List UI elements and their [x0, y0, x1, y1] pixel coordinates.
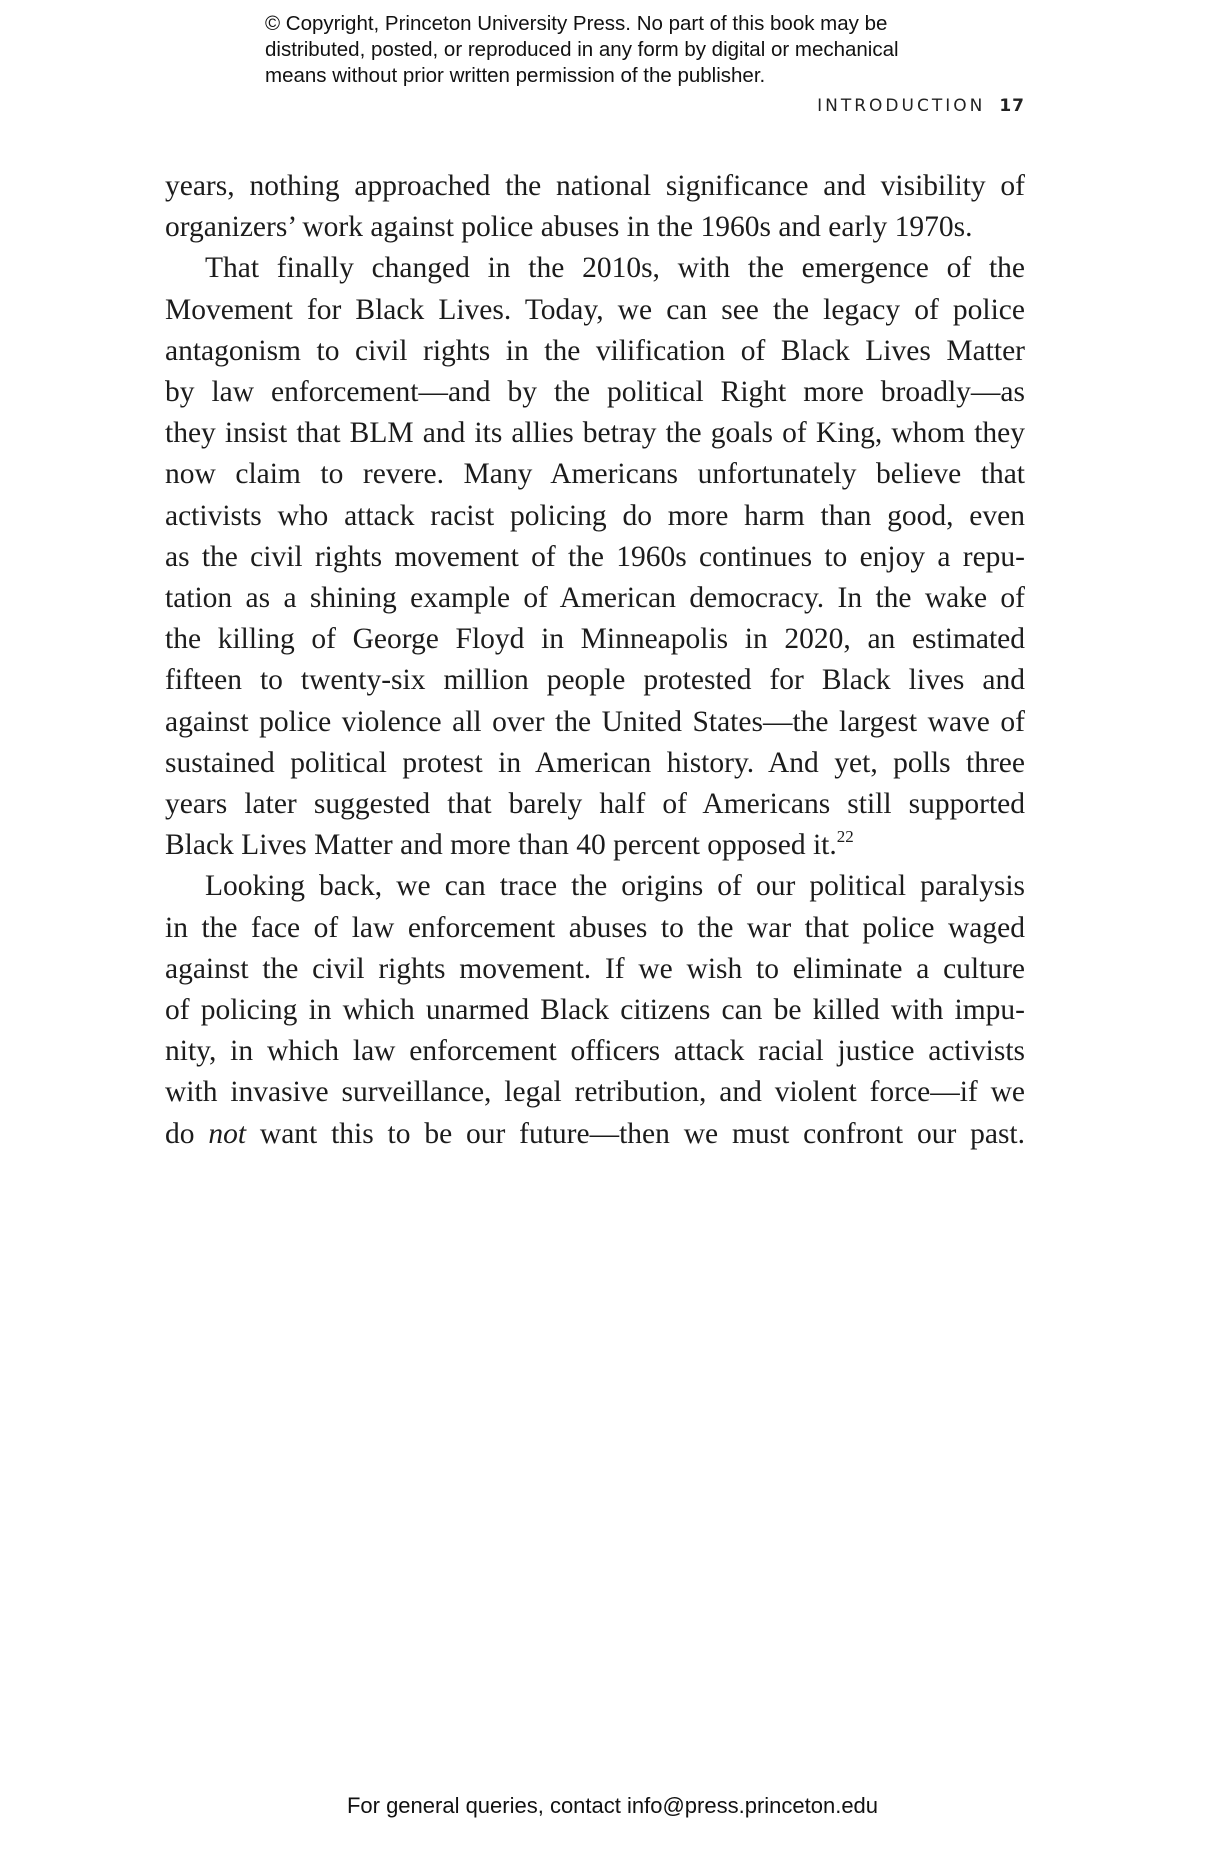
copyright-line: distributed, posted, or reproduced in any form by digital or mechanical — [265, 38, 899, 61]
copyright-notice — [265, 11, 985, 89]
footnote-reference: 22 — [836, 827, 854, 847]
text-line: activists who attack racist policing do more harm than good, even — [165, 499, 1025, 532]
text-line: fifteen to twenty-six million people protested for Black lives and — [165, 664, 1025, 697]
text-line: That finally changed in the 2010s, with the emergence of the — [205, 252, 1025, 285]
text-line: with invasive surveillance, legal retribution, and violent force—if we — [165, 1076, 1025, 1109]
running-head-section: INTRODUCTION — [817, 96, 986, 116]
running-head — [817, 96, 1025, 116]
text-line — [165, 1114, 1025, 1155]
text-line: as the civil rights movement of the 1960s continues to enjoy a repu- — [165, 540, 1025, 573]
text-line: years later suggested that barely half of Americans still supported — [165, 788, 1025, 821]
text-line: of policing in which unarmed Black citizens can be killed with impu- — [165, 994, 1025, 1027]
text-line: sustained political protest in American history. And yet, polls three — [165, 746, 1025, 779]
paragraph — [165, 866, 1025, 1154]
footer-contact: For general queries, contact info@press.princeton.edu — [346, 1793, 879, 1818]
text-line: against police violence all over the United States—the largest wave of — [165, 705, 1025, 738]
copyright-line: © Copyright, Princeton University Press. No part of this book may be — [265, 12, 888, 35]
text-line: nity, in which law enforcement officers attack racial justice activists — [165, 1035, 1025, 1068]
text-line: by law enforcement—and by the political Right more broadly—as — [165, 376, 1025, 409]
copyright-line: means without prior written permission of the publisher. — [265, 64, 766, 87]
text-line: Looking back, we can trace the origins of our political paralysis — [205, 870, 1025, 903]
text-line: years, nothing approached the national significance and visibility of — [165, 170, 1025, 202]
text-line: the killing of George Floyd in Minneapolis in 2020, an estimated — [165, 623, 1025, 656]
page-number: 17 — [999, 96, 1025, 116]
text-line: antagonism to civil rights in the vilification of Black Lives Matter — [165, 334, 1025, 367]
text-line: Black Lives Matter and more than 40 percent opposed it.$^{22}$ — [165, 827, 854, 862]
paragraph — [165, 248, 1025, 866]
text-run: want this to be our future—then we must confront our past. — [246, 1117, 1026, 1150]
text-line: in the face of law enforcement abuses to the war that police waged — [165, 911, 1025, 944]
text-run: do — [165, 1117, 209, 1150]
text-line: they insist that BLM and its allies betray the goals of King, whom they — [165, 417, 1025, 450]
text-line: Movement for Black Lives. Today, we can see the legacy of police — [165, 293, 1025, 326]
text-line: now claim to revere. Many Americans unfortunately believe that — [165, 458, 1025, 491]
body-text — [165, 166, 1025, 1155]
emphasis-text: not — [208, 1117, 247, 1150]
text-line: tation as a shining example of American democracy. In the wake of — [165, 582, 1025, 615]
text-line: against the civil rights movement. If we wish to eliminate a culture — [165, 952, 1025, 985]
text-line: organizers’ work against police abuses in the 1960s and early 1970s. — [165, 211, 973, 244]
paragraph — [165, 166, 1025, 248]
